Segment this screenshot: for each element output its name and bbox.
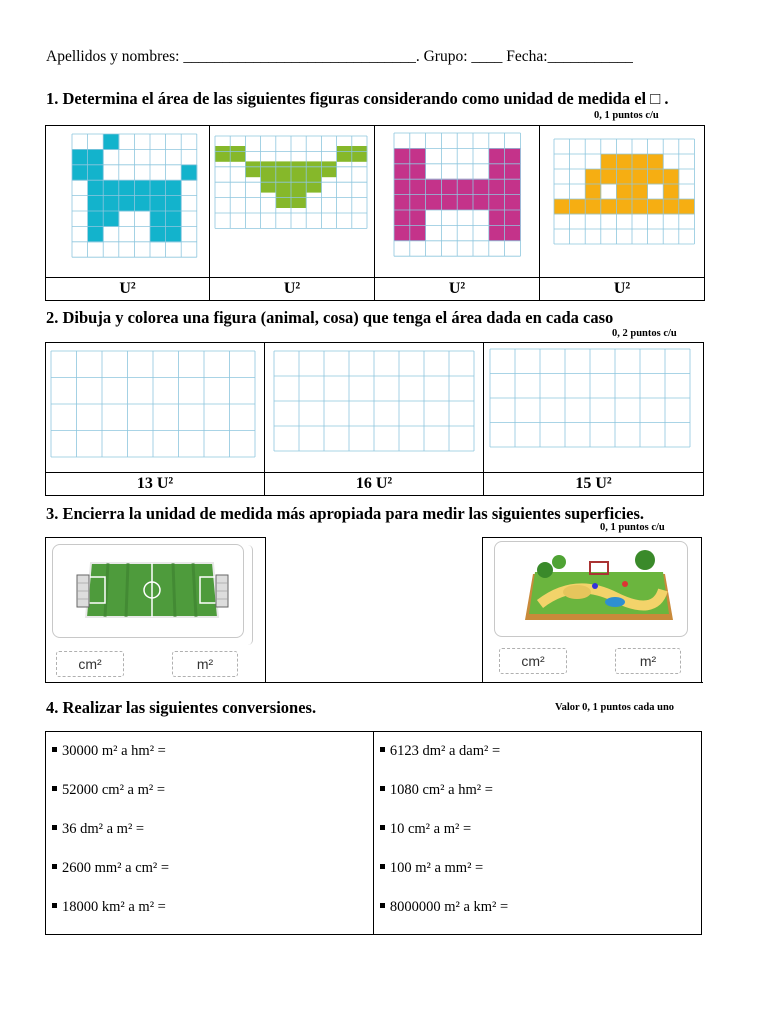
- filled-cell: [166, 180, 182, 196]
- park-card: [494, 541, 688, 637]
- filled-cell: [134, 180, 150, 196]
- filled-cell: [616, 169, 632, 184]
- filled-cell: [291, 192, 307, 208]
- filled-cell: [632, 169, 648, 184]
- filled-cell: [441, 179, 457, 195]
- filled-cell: [489, 225, 505, 241]
- filled-cell: [489, 210, 505, 226]
- filled-cell: [261, 161, 277, 177]
- conversion-item[interactable]: 6123 dm² a dam² =: [380, 738, 701, 777]
- question-4-points: Valor 0, 1 puntos cada uno: [555, 702, 675, 713]
- conversion-item[interactable]: 10 cm² a m² =: [380, 816, 701, 855]
- filled-cell: [337, 146, 353, 162]
- conversion-table: [45, 731, 702, 935]
- filled-cell: [88, 226, 104, 242]
- filled-cell: [181, 165, 197, 181]
- filled-cell: [72, 149, 88, 165]
- filled-cell: [473, 194, 489, 210]
- filled-cell: [88, 196, 104, 212]
- filled-cell: [648, 154, 664, 169]
- filled-cell: [276, 177, 292, 193]
- conversion-item[interactable]: 2600 mm² a cm² =: [52, 855, 373, 894]
- question-1-table: [45, 125, 705, 301]
- figure-cell-table: [540, 126, 705, 278]
- filled-cell: [276, 192, 292, 208]
- filled-cell: [410, 225, 426, 241]
- bullet-icon: [52, 903, 57, 908]
- figure-cell-dog: [46, 126, 210, 278]
- filled-cell: [352, 146, 368, 162]
- unit-label-2[interactable]: U²: [210, 278, 375, 301]
- bullet-icon: [52, 864, 57, 869]
- filled-cell: [72, 165, 88, 181]
- option-cm2-field[interactable]: cm²: [56, 651, 124, 677]
- filled-cell: [679, 199, 695, 214]
- conversion-item[interactable]: 100 m² a mm² =: [380, 855, 701, 894]
- filled-cell: [648, 199, 664, 214]
- conversion-item[interactable]: 30000 m² a hm² =: [52, 738, 373, 777]
- filled-cell: [291, 177, 307, 193]
- filled-cell: [150, 180, 166, 196]
- filled-cell: [616, 184, 632, 199]
- filled-cell: [119, 180, 135, 196]
- question-2-table: [45, 342, 704, 496]
- filled-cell: [554, 199, 570, 214]
- v-figure-grid: [210, 126, 374, 272]
- conversion-item[interactable]: 36 dm² a m² =: [52, 816, 373, 855]
- conversion-column-left: [46, 732, 374, 935]
- conversion-item[interactable]: 1080 cm² a hm² =: [380, 777, 701, 816]
- filled-cell: [166, 226, 182, 242]
- drawing-grid-2[interactable]: [265, 343, 483, 467]
- filled-cell: [150, 226, 166, 242]
- filled-cell: [585, 184, 601, 199]
- filled-cell: [505, 210, 521, 226]
- filled-cell: [306, 161, 322, 177]
- filled-cell: [103, 196, 119, 212]
- filled-cell: [394, 148, 410, 164]
- filled-cell: [632, 154, 648, 169]
- filled-cell: [261, 177, 277, 193]
- bullet-icon: [52, 786, 57, 791]
- drawing-grid-3[interactable]: [484, 343, 703, 467]
- unit-label-4[interactable]: U²: [540, 278, 705, 301]
- filled-cell: [473, 179, 489, 195]
- filled-cell: [505, 179, 521, 195]
- drawing-area-1[interactable]: [46, 343, 265, 473]
- h-figure-grid: [375, 126, 539, 272]
- filled-cell: [426, 179, 442, 195]
- filled-cell: [570, 199, 586, 214]
- filled-cell: [632, 199, 648, 214]
- question-3-box: [45, 537, 702, 683]
- filled-cell: [505, 225, 521, 241]
- filled-cell: [663, 169, 679, 184]
- question-1-points: 0, 1 puntos c/u: [594, 110, 659, 121]
- filled-cell: [119, 196, 135, 212]
- filled-cell: [441, 194, 457, 210]
- filled-cell: [410, 210, 426, 226]
- filled-cell: [457, 194, 473, 210]
- filled-cell: [88, 165, 104, 181]
- question-3-points: 0, 1 puntos c/u: [600, 522, 665, 533]
- filled-cell: [410, 179, 426, 195]
- filled-cell: [505, 163, 521, 179]
- filled-cell: [166, 196, 182, 212]
- filled-cell: [230, 146, 246, 162]
- filled-cell: [648, 169, 664, 184]
- question-1-title: 1. Determina el área de las siguientes figuras considerando como unidad de medida el □ .: [46, 89, 669, 108]
- filled-cell: [394, 194, 410, 210]
- filled-cell: [505, 194, 521, 210]
- filled-cell: [150, 196, 166, 212]
- filled-cell: [489, 148, 505, 164]
- drawing-area-3[interactable]: [484, 343, 704, 473]
- filled-cell: [601, 169, 617, 184]
- bullet-icon: [380, 864, 385, 869]
- student-info-line[interactable]: Apellidos y nombres: ______________________________. Grupo: ____ Fecha:___________: [46, 48, 633, 65]
- unit-label-1[interactable]: U²: [46, 278, 210, 301]
- question-2-title: 2. Dibuja y colorea una figura (animal, cosa) que tenga el área dada en cada caso: [46, 308, 614, 327]
- filled-cell: [276, 161, 292, 177]
- filled-cell: [489, 179, 505, 195]
- bullet-icon: [52, 825, 57, 830]
- filled-cell: [585, 169, 601, 184]
- figure-cell-v: [210, 126, 375, 278]
- question-2-points: 0, 2 puntos c/u: [612, 328, 677, 339]
- filled-cell: [426, 194, 442, 210]
- filled-cell: [410, 194, 426, 210]
- filled-cell: [585, 199, 601, 214]
- filled-cell: [245, 161, 261, 177]
- filled-cell: [601, 154, 617, 169]
- filled-cell: [134, 196, 150, 212]
- filled-cell: [663, 199, 679, 214]
- filled-cell: [632, 184, 648, 199]
- table-figure-grid: [540, 126, 704, 272]
- filled-cell: [215, 146, 231, 162]
- filled-cell: [616, 154, 632, 169]
- question-4-title: 4. Realizar las siguientes conversiones.: [46, 698, 317, 717]
- conversion-item[interactable]: 8000000 m² a km² =: [380, 894, 701, 933]
- filled-cell: [489, 163, 505, 179]
- filled-cell: [394, 179, 410, 195]
- area-label-3: 15 U²: [484, 473, 704, 496]
- filled-cell: [457, 179, 473, 195]
- filled-cell: [410, 148, 426, 164]
- filled-cell: [103, 211, 119, 227]
- filled-cell: [394, 225, 410, 241]
- figure-cell-h: [375, 126, 540, 278]
- drawing-area-2[interactable]: [265, 343, 484, 473]
- filled-cell: [663, 184, 679, 199]
- question-3-title: 3. Encierra la unidad de medida más apropiada para medir las siguientes superficies.: [46, 504, 645, 523]
- conversion-item[interactable]: 52000 cm² a m² =: [52, 777, 373, 816]
- filled-cell: [166, 211, 182, 227]
- filled-cell: [291, 161, 307, 177]
- area-label-1: 13 U²: [46, 473, 265, 496]
- drawing-grid-1[interactable]: [46, 343, 264, 467]
- bullet-icon: [380, 747, 385, 752]
- filled-cell: [489, 194, 505, 210]
- filled-cell: [88, 149, 104, 165]
- conversion-item[interactable]: 18000 km² a m² =: [52, 894, 373, 933]
- filled-cell: [103, 134, 119, 150]
- option-m2-park[interactable]: m²: [615, 648, 681, 674]
- filled-cell: [103, 180, 119, 196]
- filled-cell: [88, 180, 104, 196]
- unit-label-3[interactable]: U²: [375, 278, 540, 301]
- filled-cell: [321, 161, 337, 177]
- soccer-field-image: [53, 545, 243, 637]
- filled-cell: [410, 163, 426, 179]
- filled-cell: [616, 199, 632, 214]
- option-m2-field[interactable]: m²: [172, 651, 238, 677]
- conversion-column-right: [373, 732, 701, 935]
- filled-cell: [88, 211, 104, 227]
- bullet-icon: [380, 825, 385, 830]
- soccer-field-card: [52, 544, 244, 638]
- dog-figure-grid: [46, 126, 209, 272]
- filled-cell: [150, 211, 166, 227]
- filled-cell: [394, 210, 410, 226]
- filled-cell: [601, 199, 617, 214]
- park-image: [495, 542, 687, 636]
- area-label-2: 16 U²: [265, 473, 484, 496]
- bullet-icon: [52, 747, 57, 752]
- filled-cell: [306, 177, 322, 193]
- filled-cell: [505, 148, 521, 164]
- option-cm2-park[interactable]: cm²: [499, 648, 567, 674]
- bullet-icon: [380, 903, 385, 908]
- filled-cell: [394, 163, 410, 179]
- bullet-icon: [380, 786, 385, 791]
